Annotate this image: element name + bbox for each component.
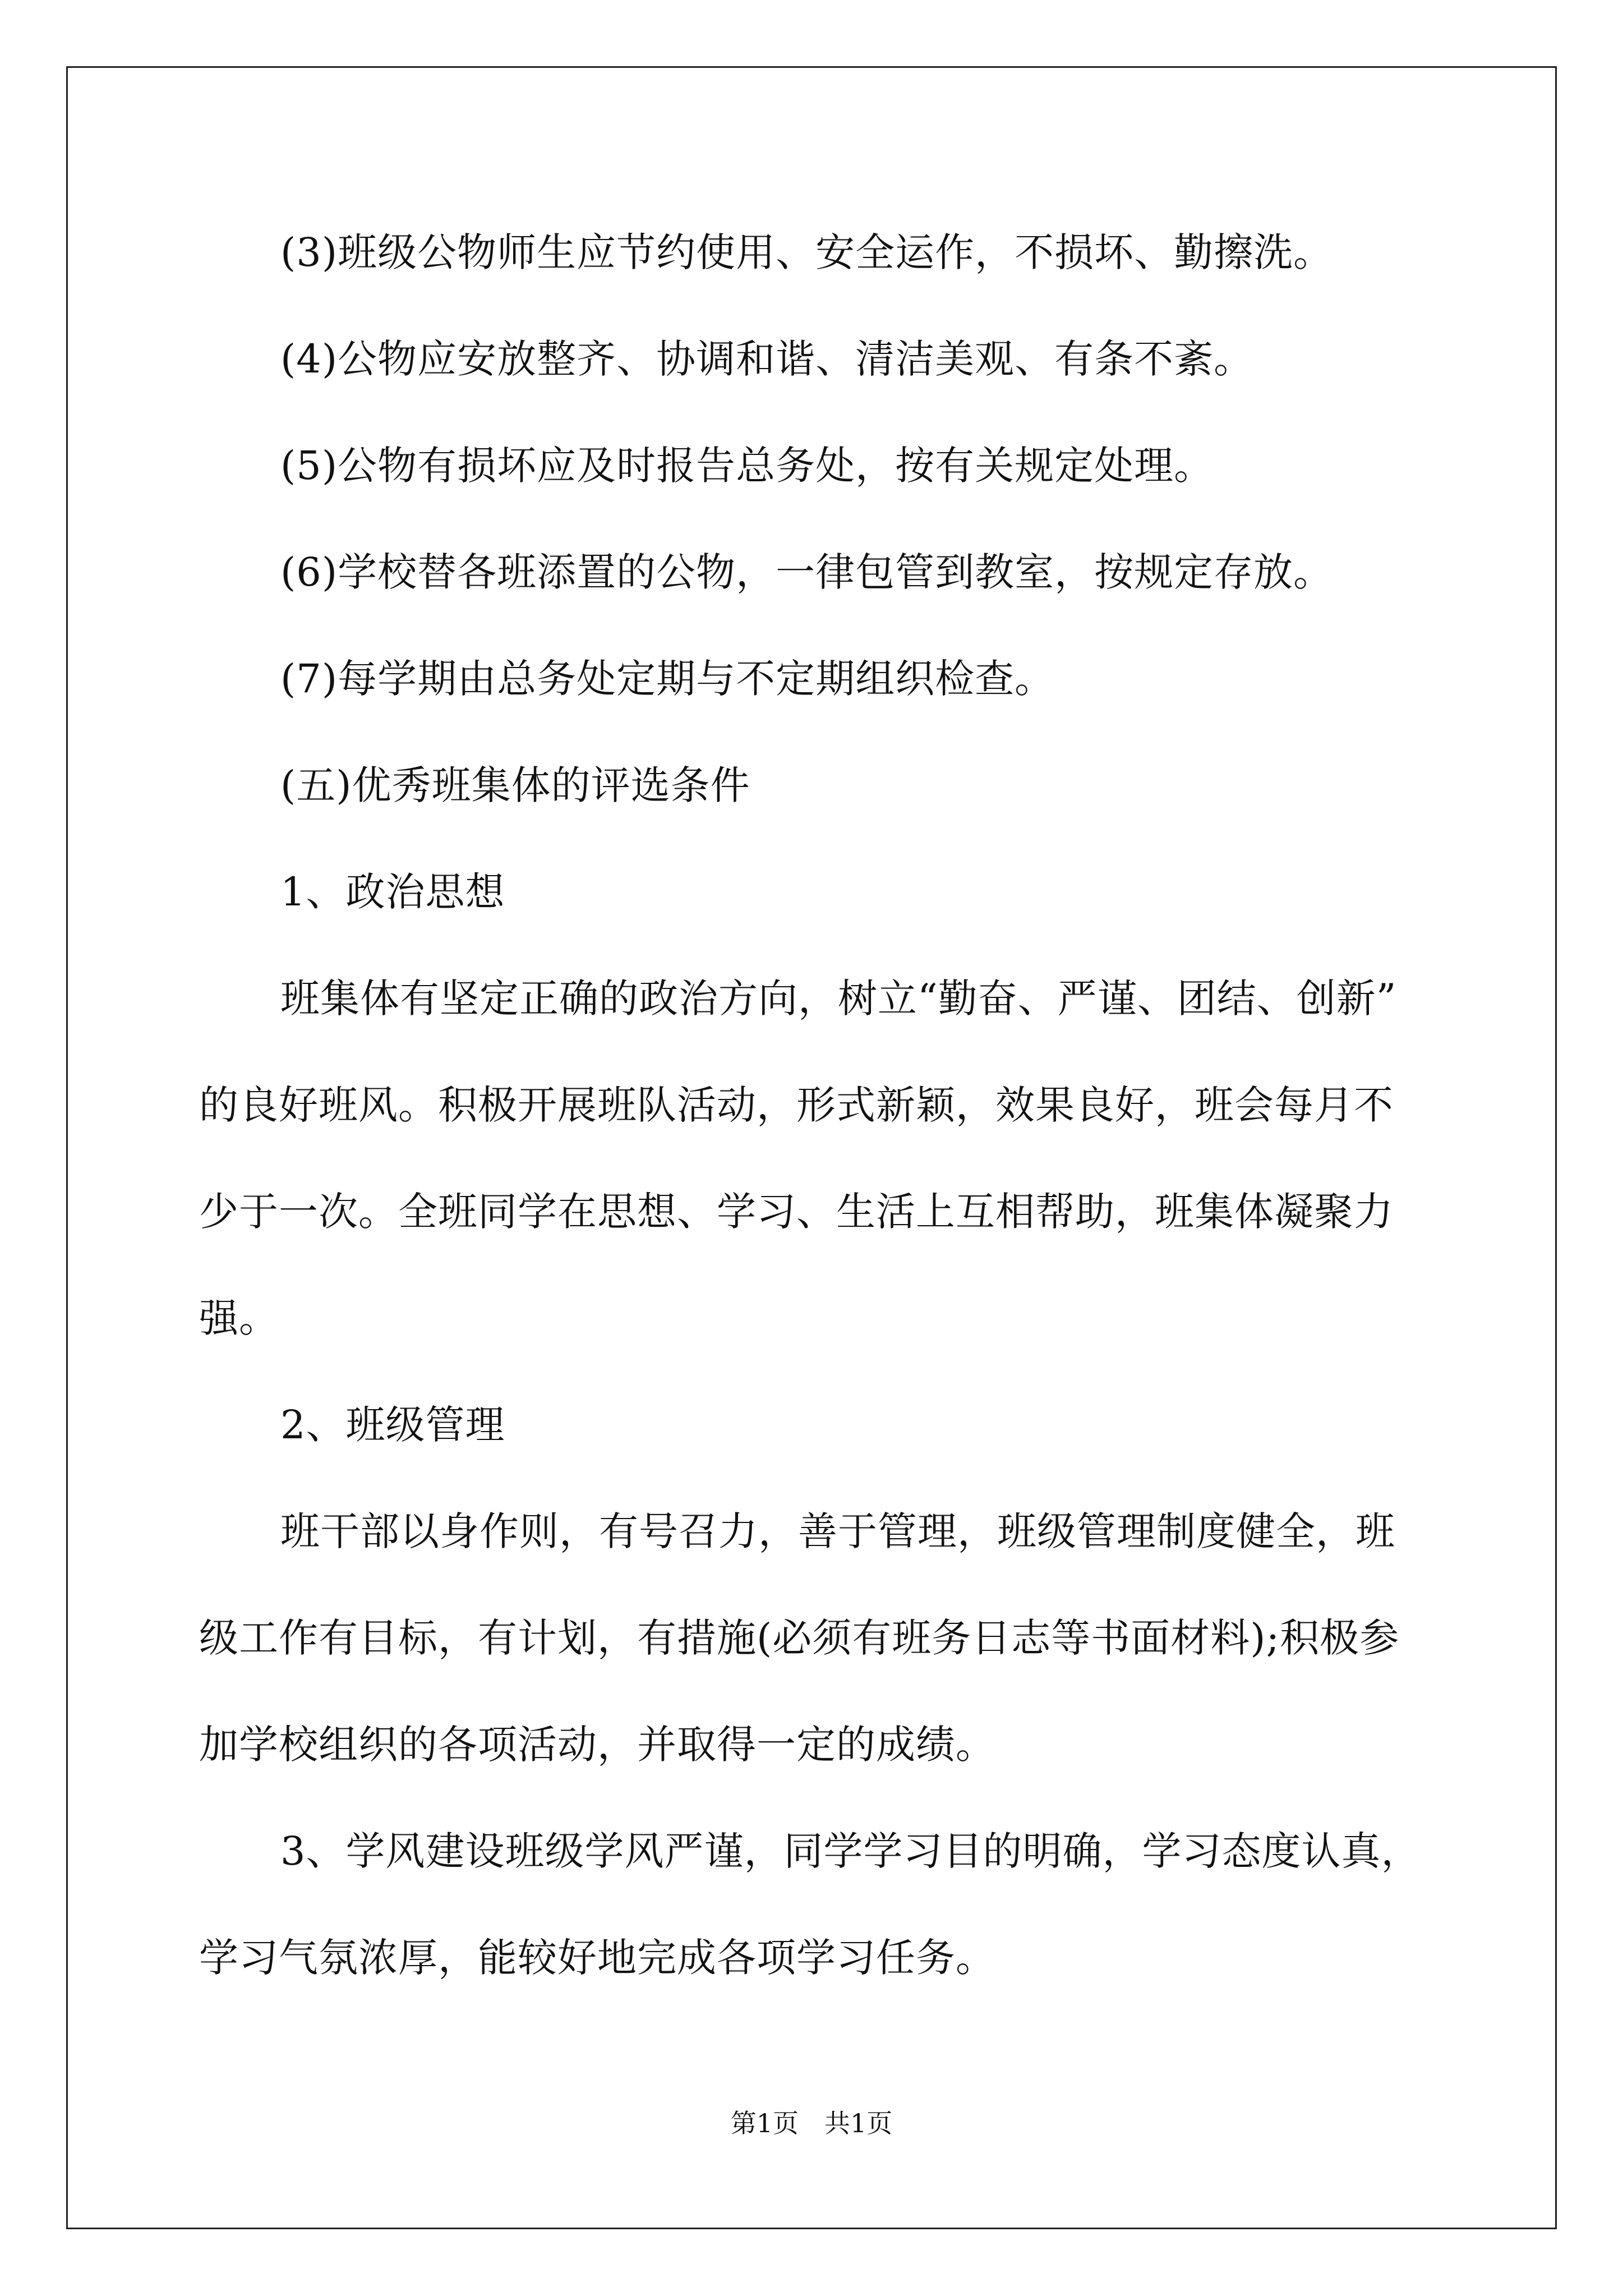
paragraph-line: (7)每学期由总务处定期与不定期组织检查。 (280, 656, 1055, 702)
subsection-heading: 2、班级管理 (280, 1402, 505, 1448)
paragraph-line: 学习气氛浓厚，能较好地完成各项学习任务。 (199, 1935, 995, 1981)
paragraph-line: 班集体有坚定正确的政治方向，树立“勤奋、严谨、团结、创新” (280, 976, 1397, 1022)
paragraph-line: (6)学校替各班添置的公物，一律包管到教室，按规定存放。 (280, 549, 1334, 595)
paragraph-line: 班干部以身作则，有号召力，善于管理，班级管理制度健全，班 (280, 1508, 1395, 1554)
paragraph-line: (5)公物有损坏应及时报告总务处，按有关规定处理。 (280, 443, 1214, 489)
paragraph-line: 少于一次。全班同学在思想、学习、生活上互相帮助，班集体凝聚力 (199, 1189, 1394, 1235)
paragraph-line: 级工作有目标，有计划，有措施(必须有班务日志等书面材料);积极参 (199, 1615, 1400, 1661)
paragraph-line: (4)公物应安放整齐、协调和谐、清洁美观、有条不紊。 (280, 336, 1254, 382)
paragraph-line: 3、学风建设班级学风严谨，同学学习目的明确，学习态度认真， (280, 1828, 1421, 1874)
subsection-heading: 1、政治思想 (280, 869, 505, 915)
paragraph-line: 加学校组织的各项活动，并取得一定的成绩。 (199, 1722, 995, 1768)
paragraph-line: (3)班级公物师生应节约使用、安全运作，不损坏、勤擦洗。 (280, 229, 1334, 275)
section-heading: (五)优秀班集体的评选条件 (280, 762, 750, 808)
page-footer: 第1页 共1页 (730, 2108, 893, 2138)
paragraph-line: 的良好班风。积极开展班队活动，形式新颖，效果良好，班会每月不 (199, 1082, 1394, 1128)
paragraph-line: 强。 (199, 1295, 279, 1341)
page-border (66, 66, 1557, 2229)
